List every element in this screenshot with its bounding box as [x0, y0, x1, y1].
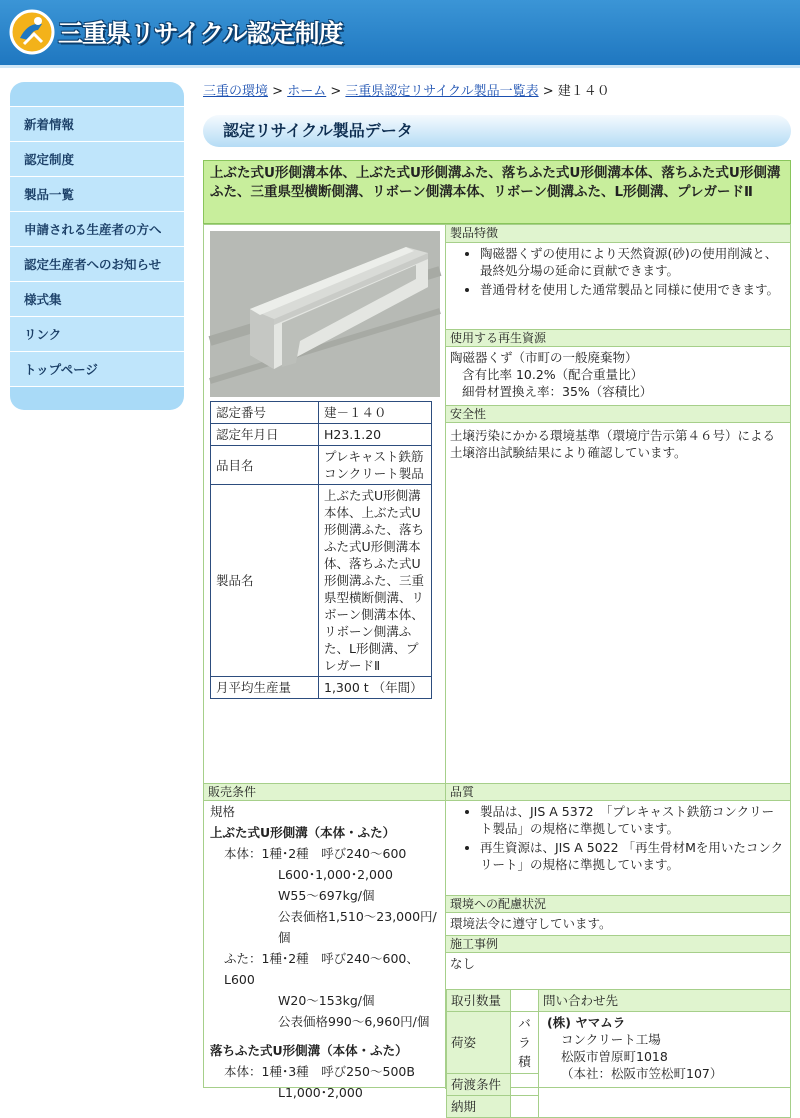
item-value: プレキャスト鉄筋コンクリート製品 [319, 446, 432, 485]
quality-body [446, 801, 790, 895]
resources-body [446, 347, 790, 405]
list-item: • 再生資源は、JIS A 5022 「再生骨材Mを用いたコンクリート」の規格に準拠しています。 [480, 839, 786, 873]
spec-line: 公表価格1,510～23,000円/個 [278, 909, 437, 945]
breadcrumb [203, 80, 791, 104]
item-label: 品目名 [211, 446, 319, 485]
product-data-grid [203, 224, 791, 1114]
list-item: • 普通骨材を使用した通常製品と同様に使用できます。 [480, 281, 786, 298]
table-row [211, 402, 432, 424]
features-heading: 製品特徴 [446, 225, 790, 243]
breadcrumb-link-home[interactable]: ホーム [287, 84, 327, 99]
page-title: 認定リサイクル製品データ [203, 115, 791, 147]
contact-heading: 問い合わせ先 [539, 990, 791, 1012]
spec-line: W20～153kg/個 [278, 993, 375, 1008]
packing-label: 荷姿 [447, 1012, 511, 1074]
list-item: • 製品は、JIS A 5372 「プレキャスト鉄筋コンクリート製品」の規格に準拠しています。 [480, 803, 786, 837]
resources-line: 細骨材置換え率：35%（容積比） [462, 384, 653, 399]
resources-line: 含有比率 10.2%（配合重量比） [462, 367, 644, 382]
sidebar-item-notices[interactable]: 認定生産者へのお知らせ [10, 247, 184, 282]
spec-line: 本体：1種･3種 呼び250～500B [224, 1064, 415, 1079]
product-name-value: 上ぶた式U形側溝本体、上ぶた式U形側溝ふた、落ちふた式U形側溝本体、落ちふた式U形側溝ふた、三重県型横断側溝、リボーン側溝本体、リボーン側溝ふた、L形側溝、プレガードⅡ [319, 485, 432, 677]
product-title: 上ぶた式U形側溝本体、上ぶた式U形側溝ふた、落ちふた式U形側溝本体、落ちふた式U形側溝ふた、三重県型横断側溝、リボーン側溝本体、リボーン側溝ふた、L形側溝、プレガードⅡ [203, 160, 791, 224]
features-body [446, 243, 790, 329]
packing-value: バラ積 [511, 1012, 539, 1074]
group-title: 上ぶた式U形側溝（本体・ふた） [210, 825, 396, 840]
breadcrumb-separator: > [272, 84, 284, 99]
environment-heading: 環境への配慮状況 [446, 895, 790, 913]
logo-icon[interactable] [8, 8, 56, 56]
spec-line: W55～697kg/個 [278, 888, 375, 903]
quality-heading: 品質 [446, 783, 790, 801]
safety-heading: 安全性 [446, 405, 790, 423]
inquiry-section [446, 989, 791, 1114]
spec-line: L600･1,000･2,000 [278, 867, 393, 882]
cert-no-value: 建－１４０ [319, 402, 432, 424]
sidebar-item-news[interactable]: 新着情報 [10, 107, 184, 142]
production-label: 月平均生産量 [211, 677, 319, 699]
spec-line: 公表価格990～6,960円/個 [278, 1014, 430, 1029]
table-row [211, 446, 432, 485]
table-row [447, 1012, 791, 1074]
cert-date-label: 認定年月日 [211, 424, 319, 446]
spec-table [210, 401, 432, 699]
list-item: • 陶磁器くずの使用により天然資源(砂)の使用削減と、最終処分場の延命に貢献できます。 [480, 245, 786, 279]
spec-line: L1,000･2,000 [278, 1085, 363, 1100]
qty-value [511, 990, 539, 1012]
delivery-label: 荷渡条件 [447, 1074, 511, 1096]
gutter-image [210, 231, 440, 397]
group-title: 落ちふた式U形側溝（本体・ふた） [210, 1043, 408, 1058]
table-row [211, 485, 432, 677]
spec-line: ふた：1種･2種 呼び240～600、L600 [224, 951, 419, 987]
production-value: 1,300 t （年間） [319, 677, 432, 699]
product-name-label: 製品名 [211, 485, 319, 677]
product-photo [210, 231, 440, 397]
table-row [211, 677, 432, 699]
sidebar-nav [10, 82, 184, 410]
sidebar-item-top[interactable]: トップページ [10, 352, 184, 387]
safety-body: 土壌汚染にかかる環境基準（環境庁告示第４６号）による土壌溶出試験結果により確認しています。 [450, 428, 776, 460]
breadcrumb-separator: > [542, 84, 554, 99]
main-content [203, 80, 791, 1114]
resources-line: 陶磁器くず（市町の一般廃棄物） [450, 350, 638, 365]
company-name: (株) ヤマムラ [547, 1015, 626, 1030]
sidebar-item-products[interactable]: 製品一覧 [10, 177, 184, 212]
contact-body [539, 1012, 791, 1118]
cases-heading: 施工事例 [446, 935, 790, 953]
site-header [0, 0, 800, 68]
due-value [511, 1096, 539, 1118]
sidebar-item-links[interactable]: リンク [10, 317, 184, 352]
table-row [211, 424, 432, 446]
due-label: 納期 [447, 1096, 511, 1118]
left-column [204, 225, 445, 783]
sales-section [204, 783, 445, 1100]
cert-no-label: 認定番号 [211, 402, 319, 424]
sidebar-item-system[interactable]: 認定制度 [10, 142, 184, 177]
spec-line: 本体：1種･2種 呼び240～600 [224, 846, 407, 861]
table-row [447, 990, 791, 1012]
site-title[interactable]: 三重県リサイクル認定制度 [58, 19, 343, 48]
sidebar-item-applicants[interactable]: 申請される生産者の方へ [10, 212, 184, 247]
breadcrumb-link-list[interactable]: 三重県認定リサイクル製品一覧表 [345, 84, 539, 99]
qty-label: 取引数量 [447, 990, 511, 1012]
address: 松阪市曽原町1018 [561, 1049, 668, 1064]
plant-name: コンクリート工場 [561, 1032, 661, 1047]
cert-date-value: H23.1.20 [319, 424, 432, 446]
spec-label: 規格 [210, 804, 236, 819]
sales-body [204, 801, 445, 1103]
delivery-value [511, 1074, 539, 1096]
breadcrumb-current: 建１４０ [557, 84, 610, 99]
resources-heading: 使用する再生資源 [446, 329, 790, 347]
breadcrumb-link-environment[interactable]: 三重の環境 [203, 84, 269, 99]
hq-address: （本社：松阪市笠松町107） [561, 1066, 723, 1081]
sidebar-item-forms[interactable]: 様式集 [10, 282, 184, 317]
cases-body: なし [450, 956, 476, 971]
breadcrumb-separator: > [330, 84, 342, 99]
quality-section [446, 783, 790, 975]
right-column [446, 225, 790, 781]
sales-heading: 販売条件 [204, 783, 445, 801]
environment-body: 環境法令に遵守しています。 [450, 916, 612, 931]
